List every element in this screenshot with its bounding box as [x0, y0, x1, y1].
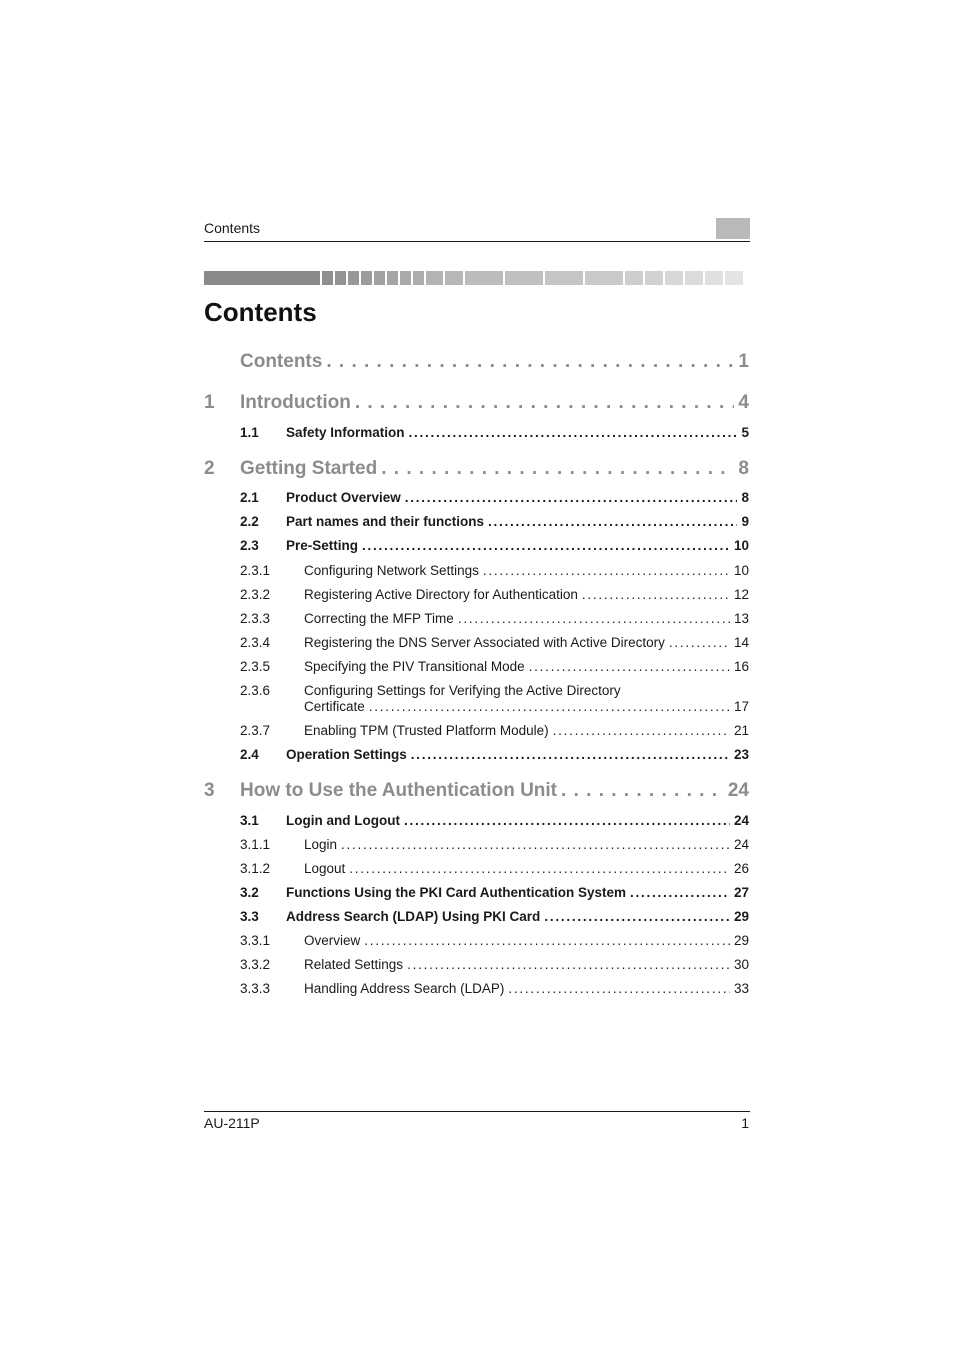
- toc-page: 9: [741, 514, 749, 529]
- footer-product-name: AU-211P: [204, 1115, 260, 1131]
- leader-dots: [326, 351, 734, 373]
- leader-dots: [561, 780, 724, 802]
- leader-dots: [529, 659, 730, 674]
- toc-title: Logout: [304, 861, 346, 876]
- toc-entry-2-3-3[interactable]: [204, 611, 749, 626]
- toc-title: Specifying the PIV Transitional Mode: [304, 659, 525, 674]
- leader-dots: [381, 458, 734, 480]
- toc-page: 24: [733, 837, 749, 852]
- toc-page: 24: [727, 780, 749, 801]
- toc-number: 3.3.3: [240, 981, 271, 996]
- toc-entry-2-3-7[interactable]: [204, 723, 749, 738]
- toc-number: 1.1: [240, 425, 259, 440]
- leader-dots: [407, 957, 730, 972]
- leader-dots: [349, 861, 730, 876]
- toc-entry-2-3-2[interactable]: [204, 587, 749, 602]
- toc-number: 2.3.7: [240, 723, 271, 738]
- leader-dots: [553, 723, 730, 738]
- toc-page: 30: [733, 957, 749, 972]
- toc-page: 29: [733, 933, 749, 948]
- toc-number: 3.1: [240, 813, 259, 828]
- toc-page: 21: [733, 723, 749, 738]
- leader-dots: [582, 587, 730, 602]
- toc-entry-chapter-1[interactable]: [204, 392, 749, 414]
- toc-entry-1-1[interactable]: [204, 425, 749, 440]
- footer-rule: [204, 1111, 750, 1112]
- toc-page: 1: [738, 351, 749, 372]
- toc-page: 33: [733, 981, 749, 996]
- toc-entry-3-3-3[interactable]: [204, 981, 749, 996]
- toc-title: Functions Using the PKI Card Authentication System: [286, 885, 627, 900]
- toc-entry-2-1[interactable]: [204, 490, 749, 505]
- leader-dots: [508, 981, 730, 996]
- leader-dots: [488, 514, 737, 529]
- toc-number: 3.3.1: [240, 933, 271, 948]
- toc-page: 12: [733, 587, 749, 602]
- toc-page: 10: [733, 538, 749, 553]
- toc-entry-2-2[interactable]: [204, 514, 749, 529]
- toc-title: Pre-Setting: [286, 538, 359, 553]
- toc-title: Part names and their functions: [286, 514, 485, 529]
- toc-page: 29: [733, 909, 749, 924]
- toc-title: Getting Started: [240, 458, 378, 479]
- toc-page: 5: [741, 425, 749, 440]
- toc-title: Safety Information: [286, 425, 405, 440]
- leader-dots: [669, 635, 730, 650]
- leader-dots: [630, 885, 730, 900]
- toc-number: 2.3.6: [240, 683, 271, 698]
- toc-title: Enabling TPM (Trusted Platform Module): [304, 723, 549, 738]
- toc-page: 24: [733, 813, 749, 828]
- toc-page: 8: [738, 458, 749, 479]
- toc-entry-2-3[interactable]: [204, 538, 749, 553]
- leader-dots: [458, 611, 730, 626]
- toc-number: 2.3.3: [240, 611, 271, 626]
- toc-number: 3.1.2: [240, 861, 271, 876]
- toc-entry-3-2[interactable]: [204, 885, 749, 900]
- toc-page: 27: [733, 885, 749, 900]
- leader-dots: [364, 933, 730, 948]
- toc-title: Registering Active Directory for Authentication: [304, 587, 578, 602]
- leader-dots: [362, 538, 730, 553]
- toc-title: Product Overview: [286, 490, 401, 505]
- toc-number: 2.3.1: [240, 563, 271, 578]
- toc-entry-2-3-5[interactable]: [204, 659, 749, 674]
- toc-entry-2-3-6[interactable]: [204, 683, 749, 717]
- toc-title: Login: [304, 837, 338, 852]
- leader-dots: [341, 837, 730, 852]
- leader-dots: [544, 909, 730, 924]
- toc-title: Introduction: [240, 392, 351, 413]
- toc-entry-2-3-4[interactable]: [204, 635, 749, 650]
- toc-page: 17: [733, 699, 749, 714]
- toc-page: 10: [733, 563, 749, 578]
- toc-title: Address Search (LDAP) Using PKI Card: [286, 909, 541, 924]
- toc-title: Registering the DNS Server Associated with Active Directory: [304, 635, 665, 650]
- toc-title-line-2: Certificate: [304, 699, 365, 714]
- toc-number: 2.3.4: [240, 635, 271, 650]
- footer-page-number: 1: [741, 1115, 749, 1131]
- toc-page: 4: [738, 392, 749, 413]
- toc-title: Overview: [304, 933, 361, 948]
- toc-page: 14: [733, 635, 749, 650]
- leader-dots: [409, 425, 738, 440]
- leader-dots: [404, 813, 730, 828]
- toc-title: How to Use the Authentication Unit: [240, 780, 558, 801]
- toc-entry-chapter-2[interactable]: [204, 458, 749, 480]
- leader-dots: [369, 699, 730, 714]
- toc-title: Handling Address Search (LDAP): [304, 981, 505, 996]
- toc-title-line-1: Configuring Settings for Verifying the Active Directory: [304, 683, 621, 698]
- toc-number: 3: [204, 780, 215, 801]
- toc-entry-3-1-1[interactable]: [204, 837, 749, 852]
- toc-entry-2-3-1[interactable]: [204, 563, 749, 578]
- leader-dots: [483, 563, 730, 578]
- toc-entry-3-1-2[interactable]: [204, 861, 749, 876]
- toc-entry-3-3-1[interactable]: [204, 933, 749, 948]
- toc-entry-3-3-2[interactable]: [204, 957, 749, 972]
- toc-number: 2.4: [240, 747, 259, 762]
- toc-page: 13: [733, 611, 749, 626]
- toc-number: 2.1: [240, 490, 259, 505]
- toc-entry-3-3[interactable]: [204, 909, 749, 924]
- toc-title-line-2-row: [304, 699, 749, 714]
- toc-entry-2-4[interactable]: [204, 747, 749, 762]
- toc-number: 3.3: [240, 909, 259, 924]
- toc-page: 16: [733, 659, 749, 674]
- toc-number: 2: [204, 458, 215, 479]
- toc-number: 3.3.2: [240, 957, 271, 972]
- toc-number: 1: [204, 392, 215, 413]
- toc-page: 23: [733, 747, 749, 762]
- leader-dots: [355, 392, 735, 414]
- toc-entry-3-1[interactable]: [204, 813, 749, 828]
- toc-number: 2.3: [240, 538, 259, 553]
- toc-title: Related Settings: [304, 957, 404, 972]
- toc-title: Configuring Network Settings: [304, 563, 479, 578]
- toc-page: 8: [741, 490, 749, 505]
- toc-entry-chapter-3[interactable]: [204, 780, 749, 802]
- toc-number: 3.1.1: [240, 837, 271, 852]
- toc-title: Login and Logout: [286, 813, 400, 828]
- toc-title: Operation Settings: [286, 747, 407, 762]
- toc-title: Correcting the MFP Time: [304, 611, 454, 626]
- leader-dots: [405, 490, 738, 505]
- running-head-title: Contents: [204, 220, 261, 236]
- toc-entry-contents[interactable]: [204, 351, 749, 373]
- toc-number: 2.3.5: [240, 659, 271, 674]
- leader-dots: [411, 747, 730, 762]
- toc-page: 26: [733, 861, 749, 876]
- toc-number: 2.3.2: [240, 587, 271, 602]
- toc-number: 3.2: [240, 885, 259, 900]
- page-title: Contents: [204, 297, 317, 327]
- toc-title: Contents: [240, 351, 323, 372]
- toc-number: 2.2: [240, 514, 259, 529]
